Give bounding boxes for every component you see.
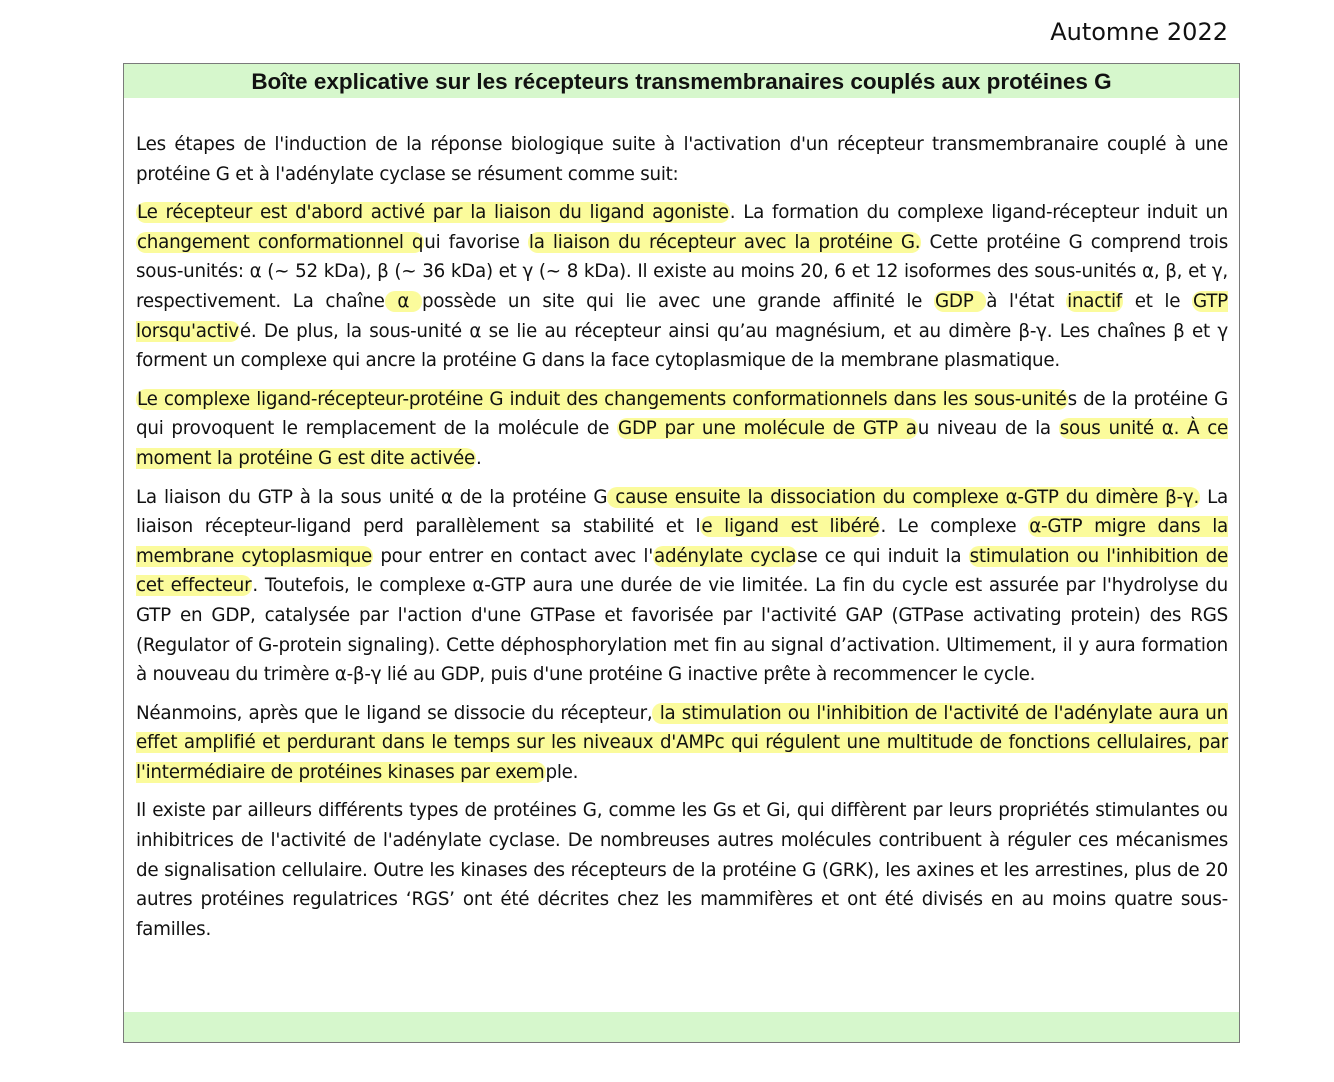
explanation-box: [123, 63, 1240, 1043]
highlighted-text: Le récepteur est d'abord activé par la liaison du ligand agoniste: [137, 202, 729, 224]
paragraph-6: [136, 796, 1228, 944]
highlighted-text: GTP lorsqu'activ: [136, 290, 1228, 342]
paragraph-1: [136, 130, 1228, 189]
highlighted-text: inactif: [1067, 290, 1122, 312]
text-segment: possède un site qui lie avec une grande affinité le: [421, 290, 934, 312]
text-segment: La liaison du GTP à la sous unité α de la protéine G: [136, 486, 608, 508]
text-segment: ui favorise: [424, 231, 528, 253]
text-segment: s de la protéine G qui provoquent le remplacement de la molécule de: [136, 388, 1228, 440]
highlighted-text: changement conformationnel q: [137, 231, 424, 253]
highlighted-text: α-GTP migre dans la membrane cytoplasmique: [136, 516, 1228, 567]
paragraph-5: [136, 699, 1228, 788]
text-segment: . Le complexe: [880, 516, 1029, 538]
highlighted-text: la stimulation ou l'inhibition de l'activité de l'adénylate aura un effet amplifié et perdurant dans le temps sur les niveaux d'AMPc qui régulent une multitude de fonctions cellulaires, par l'intermédiaire de protéines kinases par exem: [136, 702, 1228, 783]
text-segment: . La formation du complexe ligand-récepteur induit un: [729, 202, 1228, 224]
paragraph-2: [136, 198, 1228, 376]
paragraph-4: [136, 483, 1228, 690]
text-segment: é. De plus, la sous-unité α se lie au récepteur ainsi qu’au magnésium, et au dimère β-γ. Les chaînes β et γ forment un complexe qui ancre la protéine G dans la face cytoplasmique de la membrane plasmatique.: [136, 320, 1228, 372]
text-segment: Il existe par ailleurs différents types de protéines G, comme les Gs et Gi, qui diffèrent par leurs propriétés stimulantes ou inhibitrices de l'activité de l'adénylate cyclase. De nombreuses autres molécules contribuent à réguler ces mécanismes de signalisation cellulaire. Outre les kinases des récepteurs de la protéine G (GRK), les axines et les arrestines, plus de 20 autres protéines regulatrices ‘RGS’ ont été décrites chez les mammifères et ont été divisés en au moins quatre sous-familles.: [136, 800, 1228, 940]
highlighted-text: la liaison du récepteur avec la protéine G.: [528, 231, 921, 253]
text-segment: Cette protéine G comprend trois sous-unités: α (~ 52 kDa), β (~ 36 kDa) et γ (~ 8 kDa). Il existe au moins 20, 6 et 12 isoformes des sous-unités α, β, et γ, respectivement. La chaîne: [136, 231, 1229, 312]
text-segment: . Toutefois, le complexe α-GTP aura une durée de vie limitée. La fin du cycle est assurée par l'hydrolyse du GTP en GDP, catalysée par l'action d'une GTPase et favorisée par l'activité GAP (GTPase activating protein) des RGS (Regulator of G-protein signaling). Cette déphosphorylation met fin au signal d’activation. Ultimement, il y aura formation à nouveau du trimère α-β-γ lié au GDP, puis d'une protéine G inactive prête à recommencer le cycle.: [136, 575, 1228, 686]
highlighted-text: adénylate cycla: [654, 545, 797, 567]
box-content: [136, 130, 1228, 953]
highlighted-text: sous unité α. À ce moment la protéine G est dite activée: [136, 418, 1228, 469]
text-segment: se ce qui induit la: [797, 545, 969, 567]
highlighted-text: GDP par une molécule de GTP a: [618, 418, 917, 440]
box-title: Boîte explicative sur les récepteurs transmembranaires couplés aux protéines G: [124, 64, 1239, 98]
document-date: Automne 2022: [1050, 18, 1228, 46]
box-footer-band: [124, 1012, 1239, 1042]
highlighted-text: Le complexe ligand-récepteur-protéine G induit des changements conformationnels dans les sous-unité: [137, 388, 1067, 410]
paragraph-3: [136, 385, 1228, 474]
highlighted-text: α: [385, 290, 421, 312]
highlighted-text: cause ensuite la dissociation du complexe α-GTP du dimère β-γ.: [608, 486, 1200, 508]
text-segment: pour entrer en contact avec l': [373, 545, 654, 567]
text-segment: ple.: [545, 761, 579, 783]
text-segment: La liaison récepteur-ligand perd parallèlement sa stabilité et l: [136, 486, 1228, 538]
highlighted-text: stimulation ou l'inhibition de cet effecteur: [136, 545, 1229, 597]
text-segment: .: [475, 447, 482, 469]
text-segment: à l'état: [986, 290, 1067, 312]
text-segment: Les étapes de l'induction de la réponse biologique suite à l'activation d'un récepteur transmembranaire couplé à une protéine G et à l'adénylate cyclase se résument comme suit:: [136, 134, 1228, 185]
highlighted-text: GDP: [934, 290, 986, 312]
text-segment: u niveau de la: [917, 418, 1059, 440]
highlighted-text: e ligand est libéré: [701, 516, 880, 538]
text-segment: Néanmoins, après que le ligand se dissocie du récepteur,: [136, 702, 653, 724]
text-segment: et le: [1122, 290, 1192, 312]
